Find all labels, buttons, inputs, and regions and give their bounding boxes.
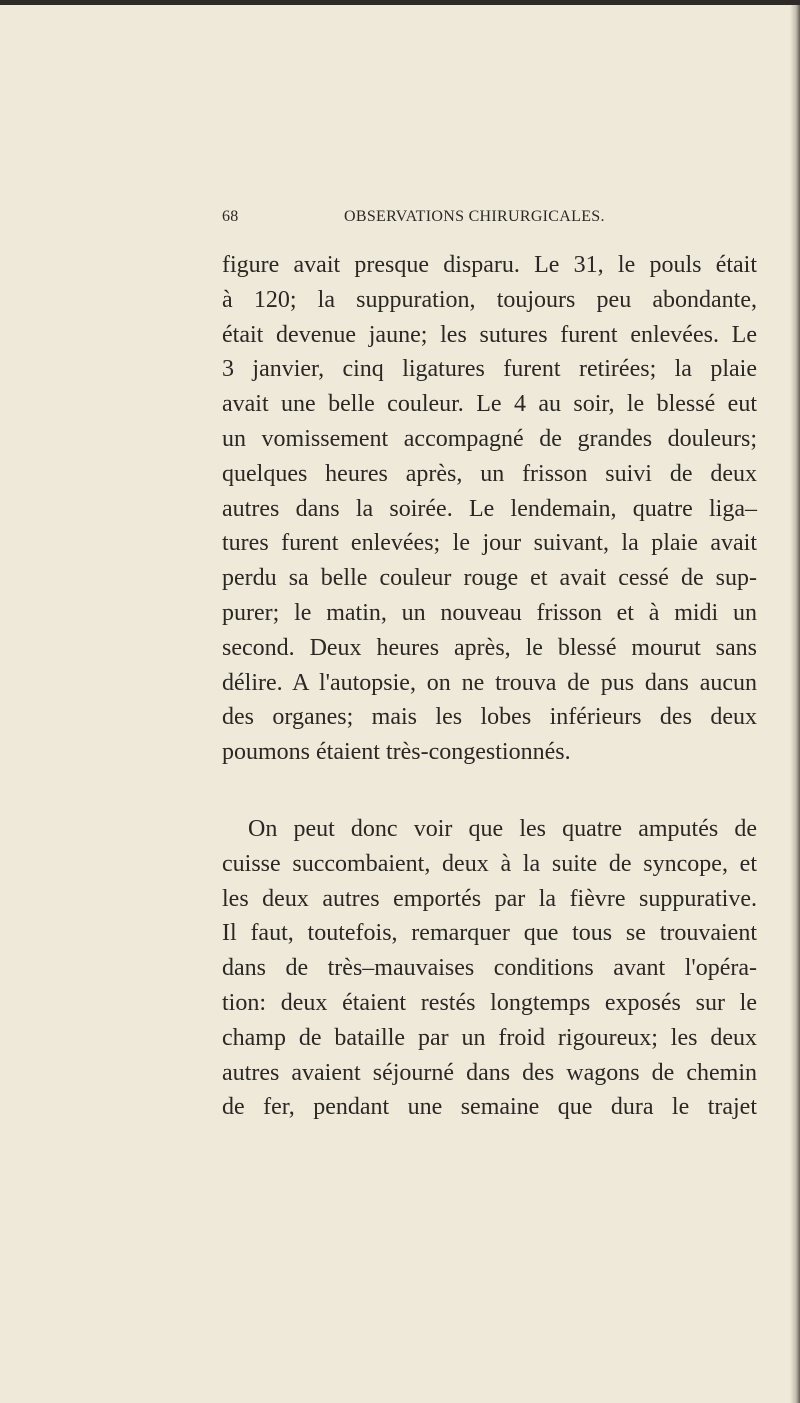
text-line: champ de bataille par un froid rigoureux; les deux xyxy=(222,1024,757,1051)
text-line: délire. A l'autopsie, on ne trouva de pus dans aucun xyxy=(222,669,757,696)
text-line: avait une belle couleur. Le 4 au soir, le blessé eut xyxy=(222,391,757,418)
text-line: autres avaient séjourné dans des wagons de chemin xyxy=(222,1059,757,1086)
text-line: second. Deux heures après, le blessé mourut sans xyxy=(222,634,757,661)
text-line: poumons étaient très-congestionnés. xyxy=(222,739,571,766)
text-line: perdu sa belle couleur rouge et avait cessé de sup- xyxy=(222,565,757,592)
text-line: de fer, pendant une semaine que dura le trajet xyxy=(222,1094,757,1121)
text-line: quelques heures après, un frisson suivi de deux xyxy=(222,460,757,487)
page-edge-shadow xyxy=(790,5,800,1403)
text-line: Il faut, toutefois, remarquer que tous se trouvaient xyxy=(222,920,757,947)
text-line: dans de très–mauvaises conditions avant l'opéra- xyxy=(222,955,757,982)
running-title: OBSERVATIONS CHIRURGICALES. xyxy=(344,208,605,225)
running-head xyxy=(222,208,757,232)
paragraph-1 xyxy=(222,248,757,770)
text-line: était devenue jaune; les sutures furent enlevées. Le xyxy=(222,321,757,348)
text-line: tures furent enlevées; le jour suivant, la plaie avait xyxy=(222,530,757,557)
text-line: tion: deux étaient restés longtemps exposés sur le xyxy=(222,989,757,1016)
text-line: des organes; mais les lobes inférieurs des deux xyxy=(222,704,757,731)
text-line: les deux autres emportés par la fièvre suppurative. xyxy=(222,885,757,912)
text-line: figure avait presque disparu. Le 31, le pouls était xyxy=(222,252,757,278)
text-line: autres dans la soirée. Le lendemain, quatre liga– xyxy=(222,495,757,522)
text-line: à 120; la suppuration, toujours peu abondante, xyxy=(222,286,757,313)
text-line: On peut donc voir que les quatre amputés de xyxy=(248,816,757,842)
text-line: purer; le matin, un nouveau frisson et à midi un xyxy=(222,599,757,626)
text-line: cuisse succombaient, deux à la suite de syncope, et xyxy=(222,850,757,877)
paragraph-2 xyxy=(222,812,757,1125)
text-line: un vomissement accompagné de grandes douleurs; xyxy=(222,425,757,452)
page-number: 68 xyxy=(222,208,239,225)
text-line: 3 janvier, cinq ligatures furent retirées; la plaie xyxy=(222,356,757,383)
